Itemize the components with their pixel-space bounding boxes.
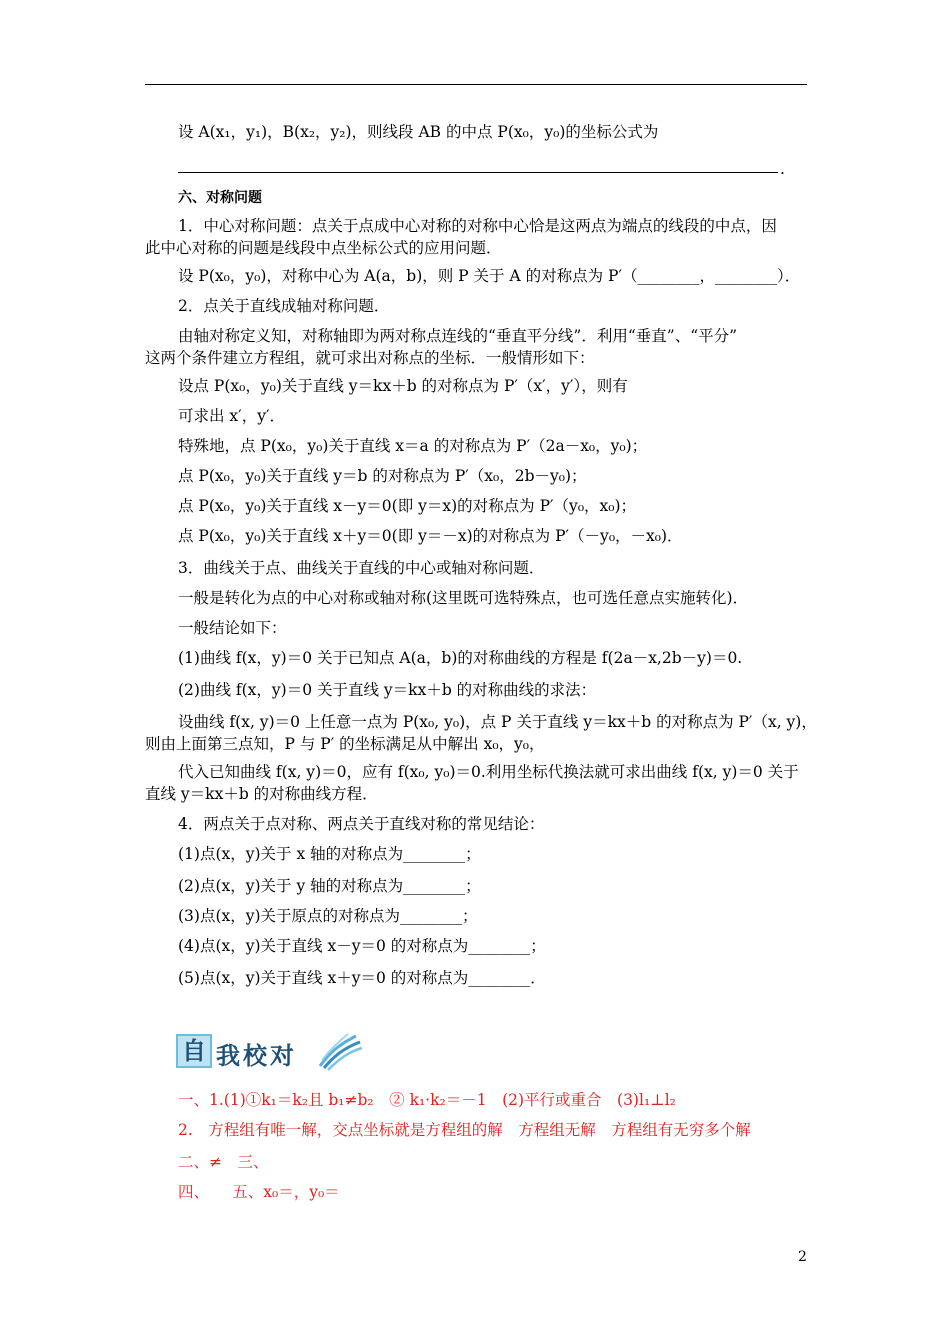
paragraph-center-symmetry: 设 P(x₀，y₀)，对称中心为 A(a，b)，则 P 关于 A 的对称点为 P′（________，________）．	[178, 267, 801, 285]
exercise-2: (2)点(x，y)关于 y 轴的对称点为________；	[178, 877, 481, 895]
paragraph-common-conclusions: 4．两点关于点对称、两点关于直线对称的常见结论：	[178, 815, 545, 833]
answer-line-3: 二、≠ 三、	[178, 1153, 269, 1171]
banner-box: 自	[176, 1034, 212, 1068]
conclusion-2: (2)曲线 f(x，y)＝0 关于直线 y＝kx＋b 的对称曲线的求法：	[178, 681, 597, 699]
paragraph-3b: 则由上面第三点知，P 与 P′ 的坐标满足从中解出 x₀，y₀，	[145, 735, 545, 753]
midpoint-formula-line: 设 A(x₁，y₁)，B(x₂，y₂)，则线段 AB 的中点 P(x₀，y₀)的坐标公式为	[178, 123, 659, 141]
paragraph-curve-symmetry-title: 3．曲线关于点、曲线关于直线的中心或轴对称问题．	[178, 559, 545, 577]
paragraph-axis-symmetry-title: 2．点关于直线成轴对称问题．	[178, 297, 390, 315]
self-check-banner	[176, 1030, 368, 1072]
special-case-x-minus-y: 点 P(x₀，y₀)关于直线 x－y＝0(即 y＝x)的对称点为 P′（y₀，x₀)；	[178, 497, 637, 515]
paragraph-3a: 设曲线 f(x, y)＝0 上任意一点为 P(x₀, y₀)，点 P 关于直线 y＝kx＋b 的对称点为 P′（x, y)，	[178, 713, 817, 731]
paragraph-1a: 1．中心对称问题：点关于点成中心对称的对称中心恰是这两点为端点的线段的中点，因	[178, 217, 777, 235]
answer-line-1: 一、1.(1)①k₁＝k₂且 b₁≠b₂ ② k₁·k₂＝－1 (2)平行或重合 (3)l₁⊥l₂	[178, 1091, 676, 1109]
section-heading-symmetry: 六、对称问题	[178, 190, 262, 206]
exercise-1: (1)点(x，y)关于 x 轴的对称点为________；	[178, 845, 481, 863]
banner-text: 我校对	[216, 1042, 297, 1070]
page-number: 2	[798, 1249, 807, 1265]
paragraph-1b: 此中心对称的问题是线段中点坐标公式的应用问题．	[145, 239, 502, 257]
blank-period: .	[780, 160, 785, 178]
paragraph-transform: 一般是转化为点的中心对称或轴对称(这里既可选特殊点，也可选任意点实施转化)．	[178, 589, 749, 607]
answer-line-4: 四、 五、x₀＝，y₀＝	[178, 1183, 340, 1201]
paragraph-2a: 由轴对称定义知，对称轴即为两对称点连线的“垂直平分线”．利用“垂直”、“平分”	[178, 327, 738, 345]
conclusion-1: (1)曲线 f(x，y)＝0 关于已知点 A(a，b)的对称曲线的方程是 f(2a－x,2b－y)＝0.	[178, 649, 743, 667]
paragraph-4b: 直线 y＝kx＋b 的对称曲线方程．	[145, 785, 378, 803]
exercise-4: (4)点(x，y)关于直线 x－y＝0 的对称点为________；	[178, 937, 546, 955]
paragraph-4a: 代入已知曲线 f(x, y)＝0，应有 f(x₀, y₀)＝0.利用坐标代换法就可求出曲线 f(x, y)＝0 关于	[178, 763, 799, 781]
paragraph-2b: 这两个条件建立方程组，就可求出对称点的坐标．一般情形如下：	[145, 349, 595, 367]
header-rule	[145, 84, 807, 85]
exercise-5: (5)点(x，y)关于直线 x＋y＝0 的对称点为________．	[178, 969, 546, 987]
brush-stroke-icon	[316, 1030, 366, 1072]
special-case-x-plus-y: 点 P(x₀，y₀)关于直线 x＋y＝0(即 y＝－x)的对称点为 P′（－y₀，－x₀)．	[178, 527, 683, 545]
paragraph-general-case: 设点 P(x₀，y₀)关于直线 y＝kx＋b 的对称点为 P′（x′，y′），则有	[178, 377, 628, 395]
exercise-3: (3)点(x，y)关于原点的对称点为________；	[178, 907, 478, 925]
answer-line-2: 2. 方程组有唯一解，交点坐标就是方程组的解 方程组无解 方程组有无穷多个解	[178, 1121, 751, 1139]
answer-blank-line	[178, 172, 778, 173]
paragraph-conclusions: 一般结论如下：	[178, 619, 287, 637]
special-case-x-eq-a: 特殊地，点 P(x₀，y₀)关于直线 x＝a 的对称点为 P′（2a－x₀，y₀)；	[178, 437, 648, 455]
special-case-y-eq-b: 点 P(x₀，y₀)关于直线 y＝b 的对称点为 P′（x₀，2b－y₀)；	[178, 467, 587, 485]
paragraph-solve: 可求出 x′，y′．	[178, 407, 285, 425]
